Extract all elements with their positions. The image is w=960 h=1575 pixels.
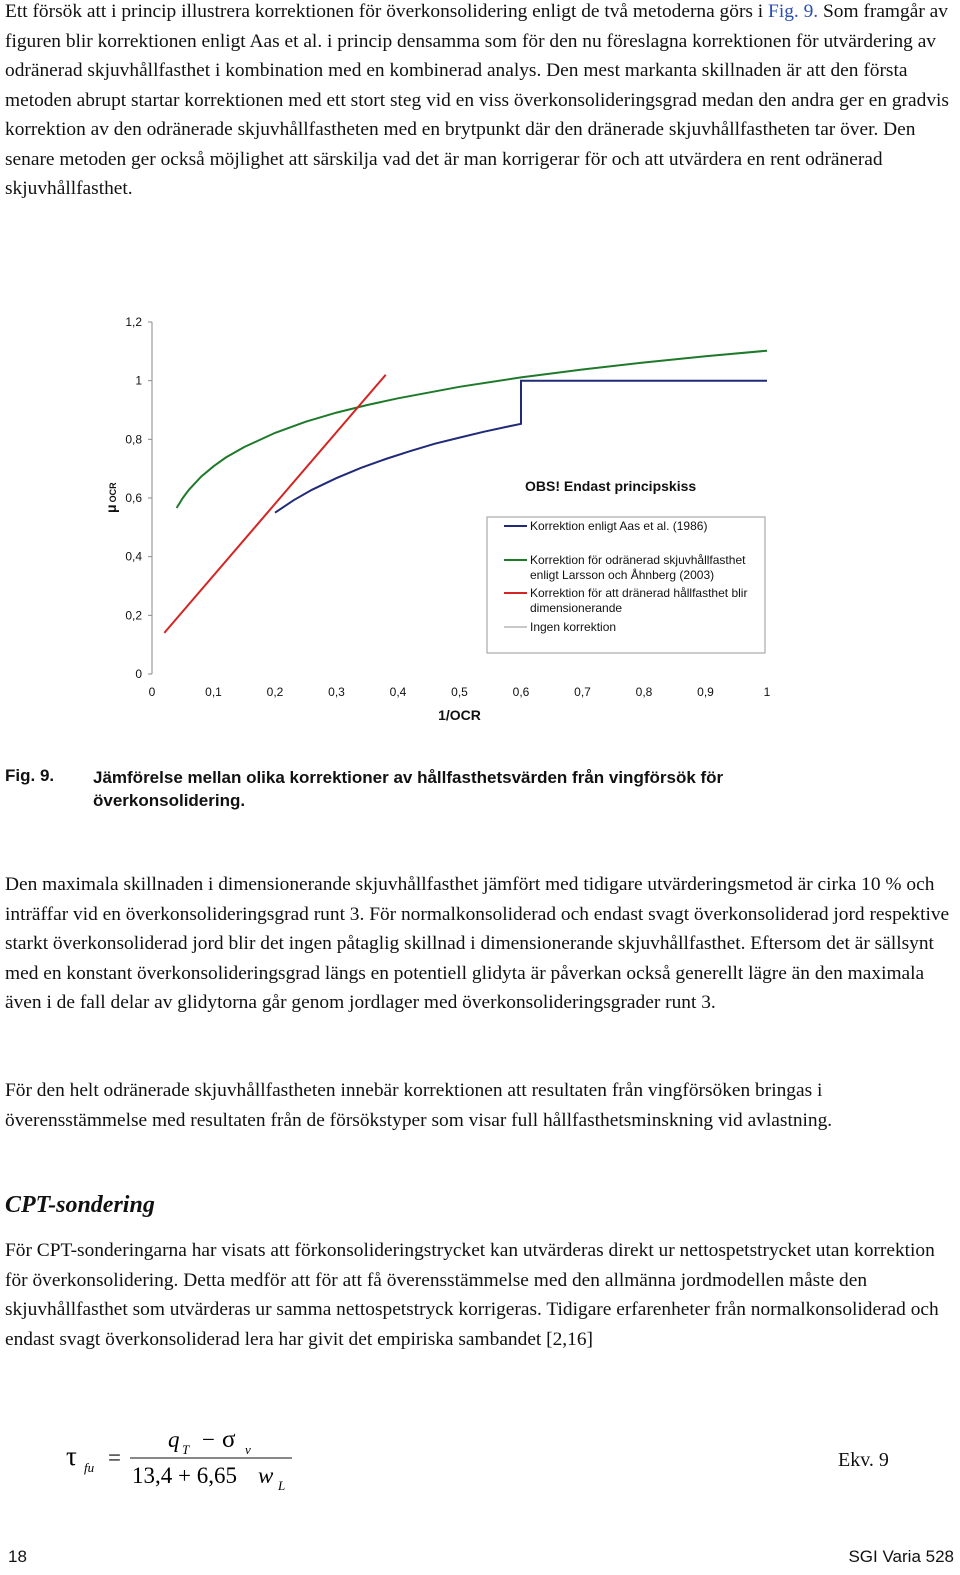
intro-paragraph — [5, 0, 957, 204]
correction-chart — [0, 300, 960, 730]
q-symbol: q — [168, 1427, 180, 1452]
section-heading: CPT-sondering — [5, 1192, 155, 1218]
legend-label-4: Ingen korrektion — [530, 620, 617, 634]
legend-label-3: dimensionerande — [530, 601, 623, 615]
x-tick-label: 0,7 — [574, 685, 591, 699]
y-tick-label: 0,6 — [125, 491, 142, 505]
q-subscript: T — [182, 1442, 190, 1457]
x-tick-label: 0,2 — [266, 685, 284, 699]
tau-subscript: fu — [84, 1460, 95, 1475]
equation-label: Ekv. 9 — [838, 1449, 889, 1471]
y-tick-label: 0,2 — [125, 608, 142, 623]
legend-label-2: Korrektion för odränerad skjuvhållfasthet — [530, 553, 746, 567]
figure-label: Fig. 9. — [5, 766, 55, 785]
legend-box — [487, 517, 765, 653]
y-axis-title-mu: μ — [103, 504, 119, 513]
figure-reference-link[interactable]: Fig. 9. — [768, 1, 819, 22]
x-tick-label: 0,1 — [205, 685, 222, 699]
undrained-paragraph: För den helt odränerade skjuvhållfastheten innebär korrektionen att resultaten från vingförsöken bringas i överensstämmelse med resultaten från de försökstyper som visar full hållfasthetsminskning vid avlastning. — [5, 1080, 833, 1131]
series-name: SGI Varia 528 — [848, 1547, 954, 1566]
figure-caption: Jämförelse mellan olika korrektioner av hållfasthetsvärden från vingförsök för överkonsolidering. — [93, 768, 724, 810]
tau-symbol: τ — [66, 1441, 77, 1471]
y-tick-label: 1,2 — [125, 315, 142, 329]
sigma-subscript: v — [245, 1442, 251, 1457]
y-tick-label: 1 — [135, 373, 142, 388]
x-tick-label: 0,9 — [697, 685, 714, 699]
legend-label-3: Korrektion för att dränerad hållfasthet blir — [530, 586, 748, 600]
y-axis-title — [103, 482, 119, 513]
equation-9 — [60, 1420, 320, 1500]
x-tick-label: 1 — [763, 685, 771, 699]
page-number: 18 — [8, 1547, 27, 1566]
sigma-symbol: σ — [222, 1426, 236, 1453]
x-tick-label: 0,4 — [389, 685, 407, 699]
denominator-constant: 13,4 + 6,65 — [132, 1463, 237, 1488]
x-tick-label: 0,5 — [451, 685, 468, 699]
legend-label-1: Korrektion enligt Aas et al. (1986) — [530, 519, 708, 533]
y-tick-label: 0,4 — [125, 549, 142, 564]
max-difference-paragraph: Den maximala skillnaden i dimensionerande skjuvhållfasthet jämfört med tidigare utvärderingsmetod är cirka 10 % och inträffar vid en överkonsolideringsgrad runt 3. För normalkonsoliderad och endast svagt överkonsoliderad jord respektive starkt överkonsoliderad jord blir det ingen påtaglig skillnad i dimensionerande skjuvhållfasthet. Eftersom det är sällsynt med en konstant överkonsolideringsgrad längs en potentiell glidyta är påverkan också generellt lägre än den maximala även i de fall delar av glidytorna går genom jordlager med överkonsolideringsgrader runt 3. — [5, 874, 950, 1013]
intro-paragraph-rest: Som framgår av figuren blir korrektionen enligt Aas et al. i princip densamma som för den nu föreslagna korrektionen för utvärdering av odränerad skjuvhållfasthet i kombination med en kombinerad analys. Den mest markanta skillnaden är att den första metoden abrupt startar korrektionen med ett stort steg vid en viss överkonsolideringsgrad medan den andra ger en gradvis korrektion av den odränerade skjuvhållfastheten med en brytpunkt där den dränerade skjuvhållfastheten tar över. Den senare metoden ger också möjlighet att särskilja vad det är man korrigerar för och att utvärdera en rent odränerad skjuvhållfasthet. — [5, 1, 949, 199]
x-axis-title: 1/OCR — [438, 707, 481, 723]
w-subscript: L — [278, 1478, 286, 1493]
series-line-3 — [164, 375, 385, 633]
equals-sign: = — [108, 1445, 121, 1470]
x-tick-label: 0,8 — [635, 685, 653, 699]
x-tick-label: 0 — [148, 685, 156, 699]
y-tick-label: 0 — [135, 667, 142, 681]
x-tick-label: 0,6 — [512, 685, 530, 699]
chart-annotation: OBS! Endast principskiss — [525, 478, 697, 494]
w-symbol: w — [258, 1463, 274, 1488]
intro-paragraph-start: Ett försök att i princip illustrera korrektionen för överkonsolidering enligt de två metoderna görs i — [5, 1, 769, 22]
legend-label-2: enligt Larsson och Åhnberg (2003) — [530, 568, 715, 582]
y-tick-label: 0,8 — [125, 432, 142, 447]
y-axis-title-sub: OCR — [108, 482, 118, 503]
cpt-paragraph: För CPT-sonderingarna har visats att förkonsolideringstrycket kan utvärderas direkt ur nettospetstrycket utan korrektion för överkonsolidering. Detta medför att för att få överensstämmelse med den allmänna jordmodellen måste den skjuvhållfasthet som utvärderas ur samma nettospetstryck korrigeras. Tidigare erfarenheter från normalkonsoliderad och endast svagt överkonsoliderad lera har givit det empiriska sambandet [2,16] — [5, 1240, 939, 1350]
minus-sign: − — [202, 1427, 215, 1452]
x-tick-label: 0,3 — [328, 685, 345, 699]
